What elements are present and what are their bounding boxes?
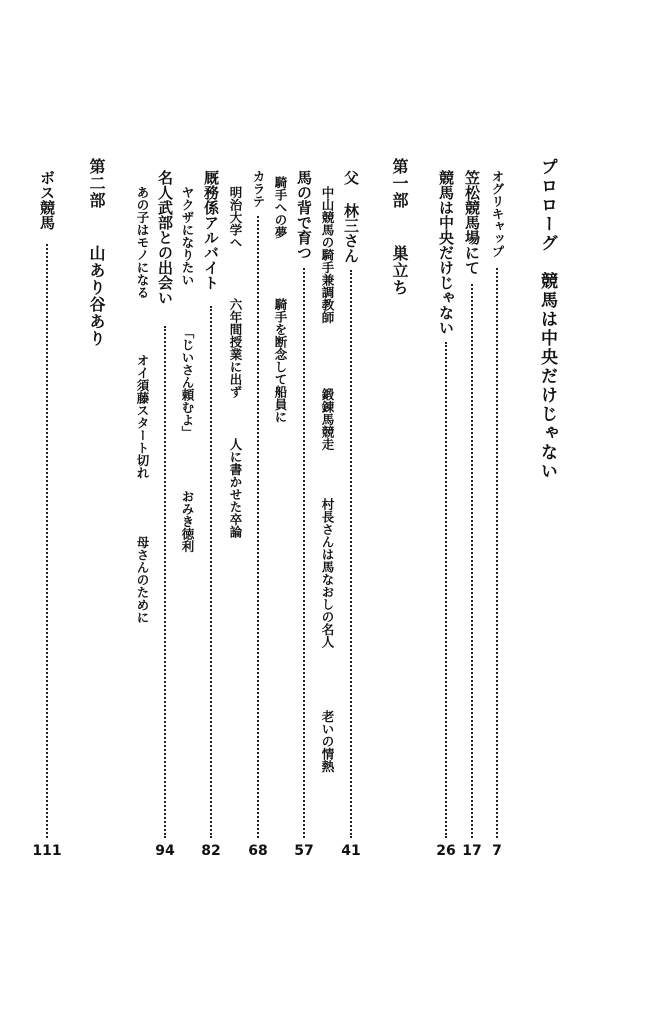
- page-number: 111: [32, 843, 62, 859]
- subentry: おみき徳利: [180, 490, 195, 553]
- prologue-label: プロローグ: [537, 158, 557, 253]
- leader-dots: [164, 326, 166, 838]
- subentry: 騎手を断念して船員に: [273, 298, 288, 423]
- page-number: 68: [248, 843, 268, 859]
- page-number: 17: [462, 843, 482, 859]
- leader-dots: [46, 244, 48, 838]
- subentry: 鍛錬馬競走: [320, 388, 335, 451]
- leader-dots: [257, 216, 259, 838]
- entry-title: あの子はモノになる: [135, 186, 150, 299]
- subentry: 人に書かせた卒論: [228, 438, 243, 538]
- prologue-title: 競馬は中央だけじゃない: [537, 272, 557, 481]
- entry-title: 名人武部との出会い: [156, 170, 174, 305]
- part2-label: 第二部: [87, 158, 106, 209]
- entry-title: 馬の背で育つ: [295, 170, 313, 260]
- part1-title: 巣立ち: [390, 245, 409, 296]
- entry-title: 父 林三さん: [342, 170, 360, 263]
- entry-title: オグリキャップ: [490, 170, 505, 258]
- entry-title: 笠松競馬場にて: [463, 170, 481, 275]
- part1-label: 第一部: [390, 158, 409, 209]
- leader-dots: [445, 342, 447, 838]
- entry-title: 騎手への夢: [273, 176, 288, 239]
- page-number: 82: [201, 843, 221, 859]
- subentry: 老いの情熱: [320, 710, 335, 773]
- subentry: 「じいさん頼むよ」: [180, 326, 195, 439]
- leader-dots: [496, 268, 498, 838]
- subentry: 六年間授業に出ず: [228, 298, 243, 398]
- leader-dots: [350, 270, 352, 838]
- entry-title: 厩務係アルバイト: [202, 170, 220, 290]
- subentry: 村長さんは馬なおしの名人: [320, 498, 335, 648]
- page-number: 7: [492, 843, 502, 859]
- entry-title: ヤクザになりたい: [180, 186, 195, 286]
- leader-dots: [471, 284, 473, 838]
- leader-dots: [210, 306, 212, 838]
- subentry: 母さんのために: [135, 536, 150, 624]
- page-number: 26: [436, 843, 456, 859]
- subentry: オイ須藤スタート切れ: [135, 354, 150, 479]
- entry-title: 競馬は中央だけじゃない: [437, 170, 455, 335]
- entry-title: ボス競馬: [38, 170, 56, 230]
- page-number: 94: [155, 843, 175, 859]
- entry-title: 明治大学へ: [228, 186, 243, 249]
- subentry: 中山競馬の騎手兼調教師: [320, 186, 335, 324]
- page-number: 57: [294, 843, 314, 859]
- part2-title: 山あり谷あり: [87, 245, 106, 347]
- leader-dots: [303, 268, 305, 838]
- page-number: 41: [341, 843, 361, 859]
- entry-title: カラテ: [251, 170, 266, 208]
